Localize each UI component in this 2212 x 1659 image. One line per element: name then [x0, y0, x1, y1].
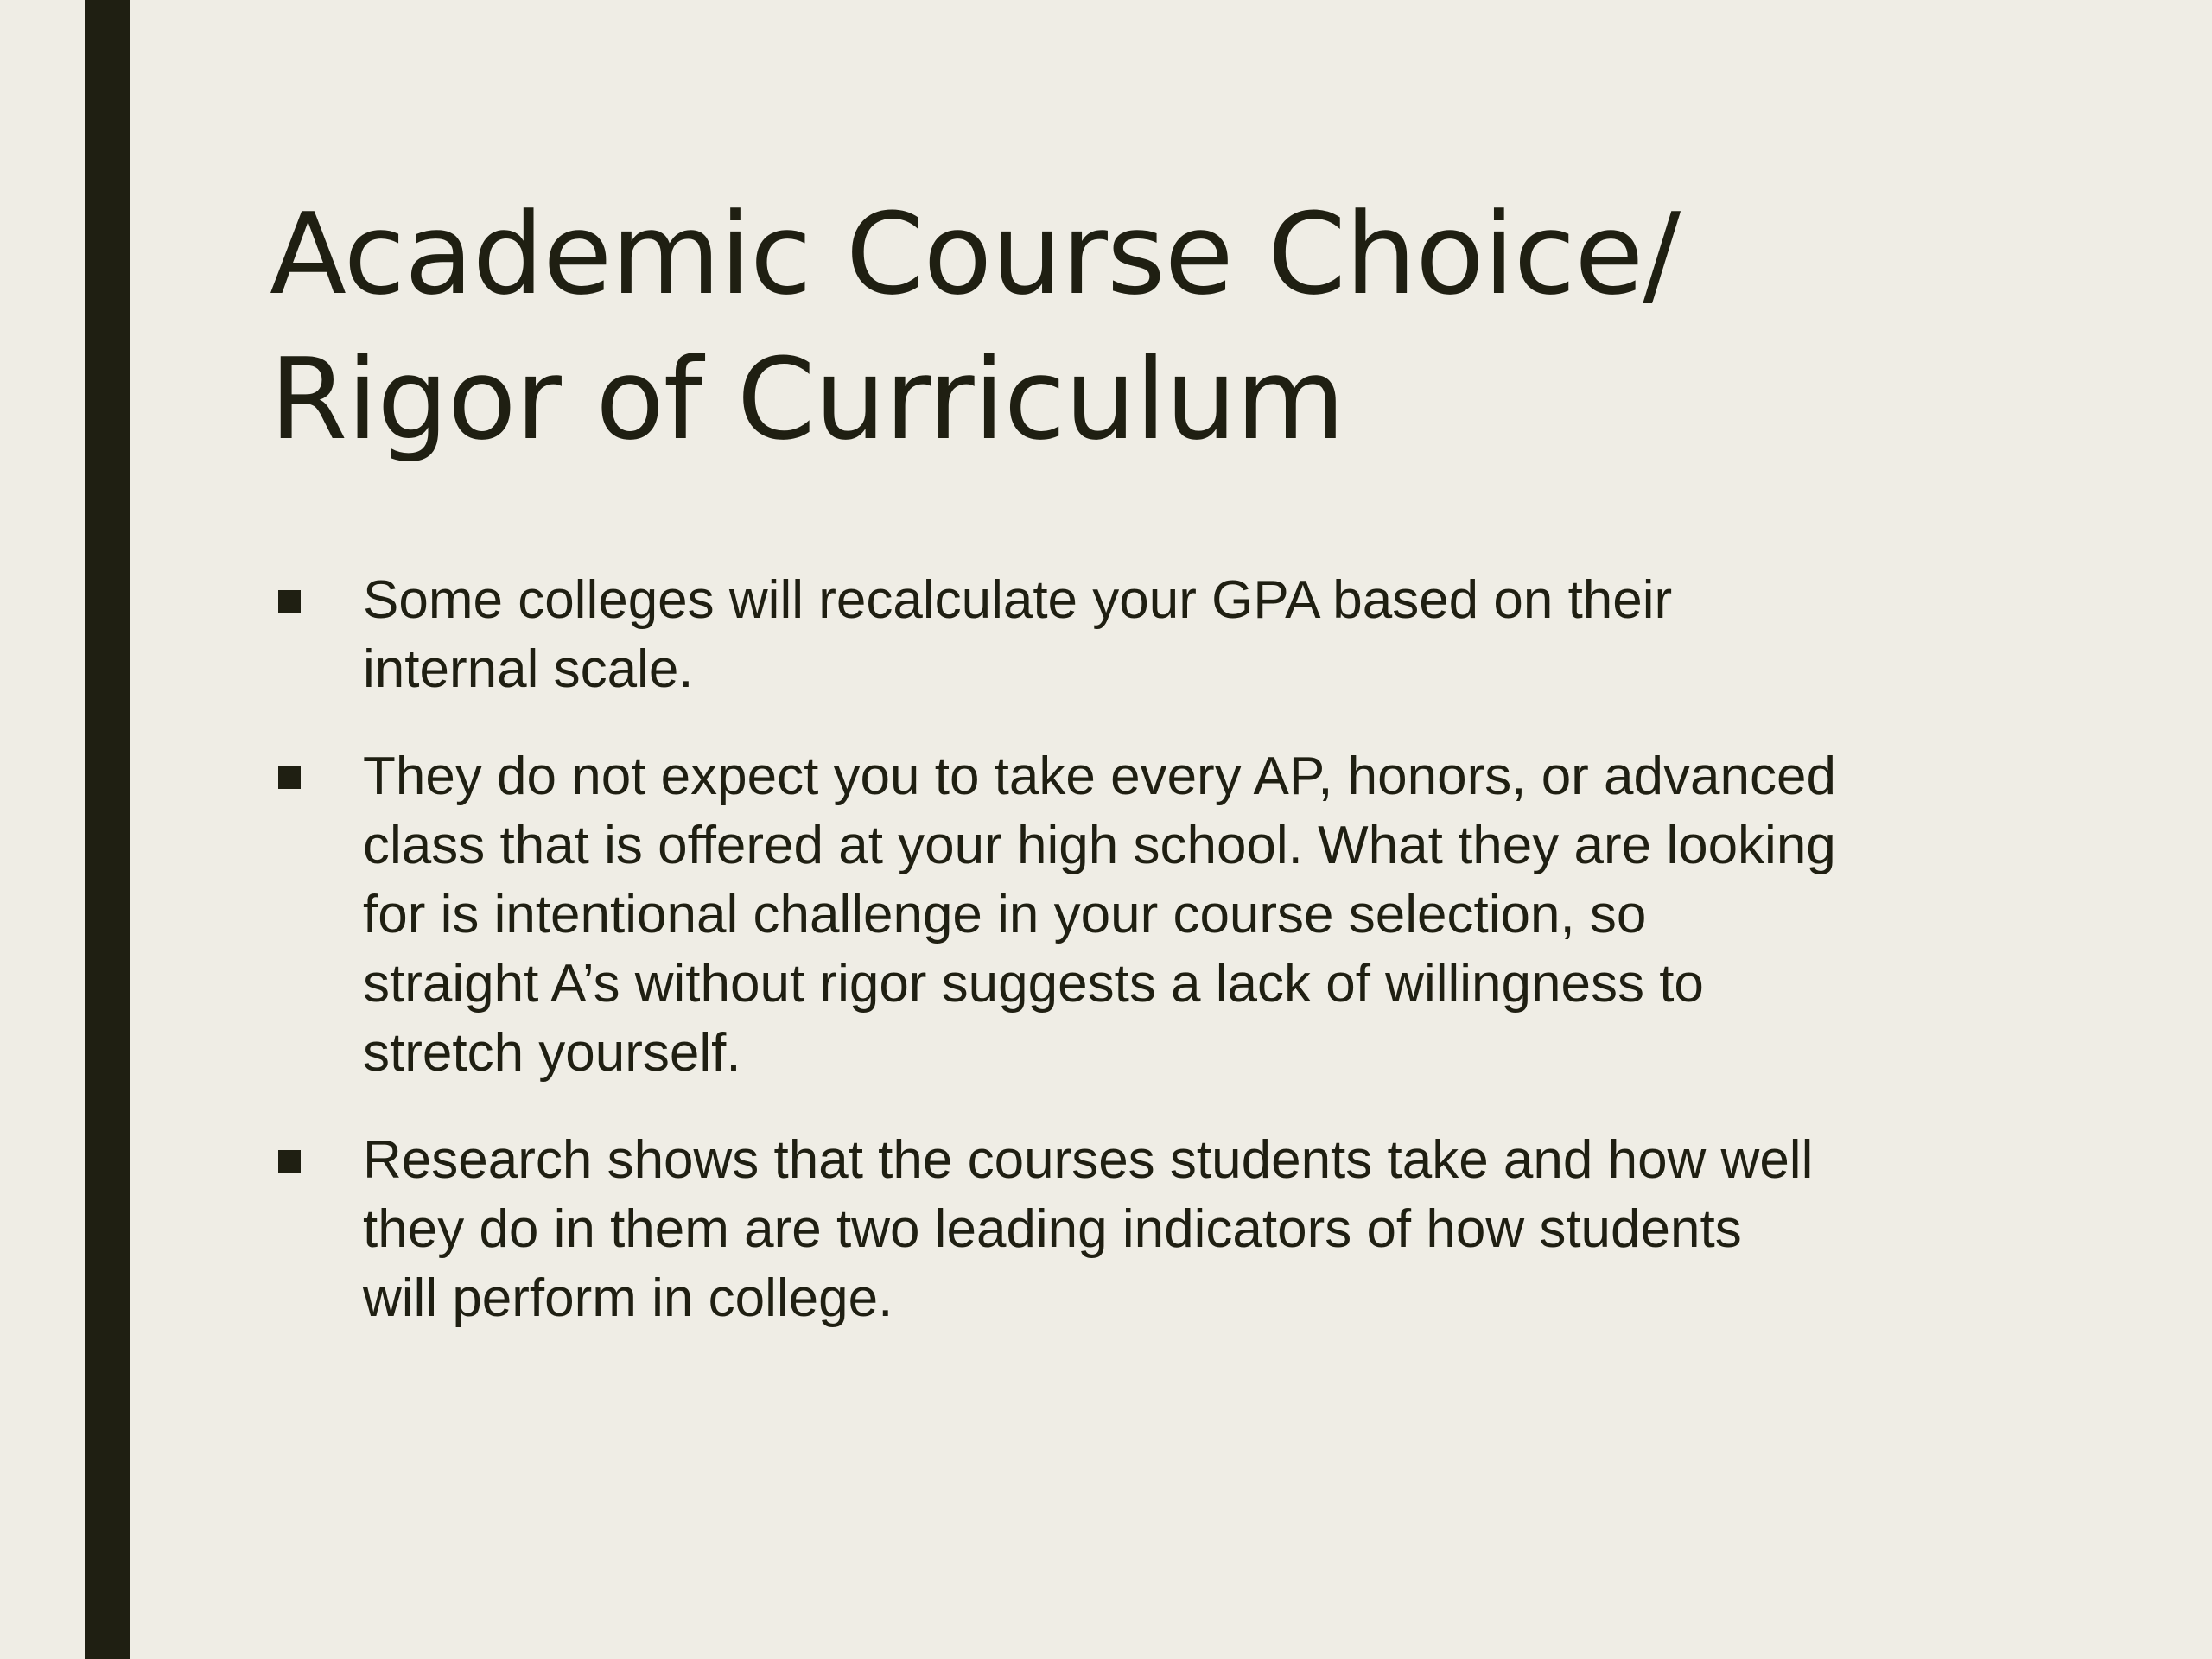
bullet-text-line: Some colleges will recalculate your GPA based on their — [363, 570, 1673, 630]
bullet-text-line: They do not expect you to take every AP, honors, or advanced — [363, 747, 1836, 806]
bullet-text-line: for is intentional challenge in your course selection, so — [363, 885, 1647, 944]
square-bullet-icon — [278, 766, 301, 789]
slide-title — [270, 181, 2084, 472]
bullet-text-line: internal scale. — [363, 639, 694, 699]
bullet-text-line: stretch yourself. — [363, 1023, 741, 1083]
square-bullet-icon — [278, 1150, 301, 1173]
bullet-item — [270, 742, 1998, 1088]
bullet-text-line: Research shows that the courses students take and how well — [363, 1130, 1814, 1190]
bullet-text-line: they do in them are two leading indicators of how students — [363, 1199, 1742, 1259]
bullet-text-line: straight A’s without rigor suggests a lack of willingness to — [363, 954, 1704, 1014]
bullet-text-line: will perform in college. — [363, 1268, 893, 1328]
bullet-item — [270, 566, 1998, 704]
bullet-list — [270, 566, 1998, 1371]
bullet-item — [270, 1126, 1998, 1333]
title-line: Academic Course Choice/ — [270, 188, 1681, 320]
bullet-text-line: class that is offered at your high school. What they are looking — [363, 816, 1836, 875]
accent-bar — [85, 0, 130, 1659]
title-line: Rigor of Curriculum — [270, 334, 1344, 465]
square-bullet-icon — [278, 590, 301, 613]
